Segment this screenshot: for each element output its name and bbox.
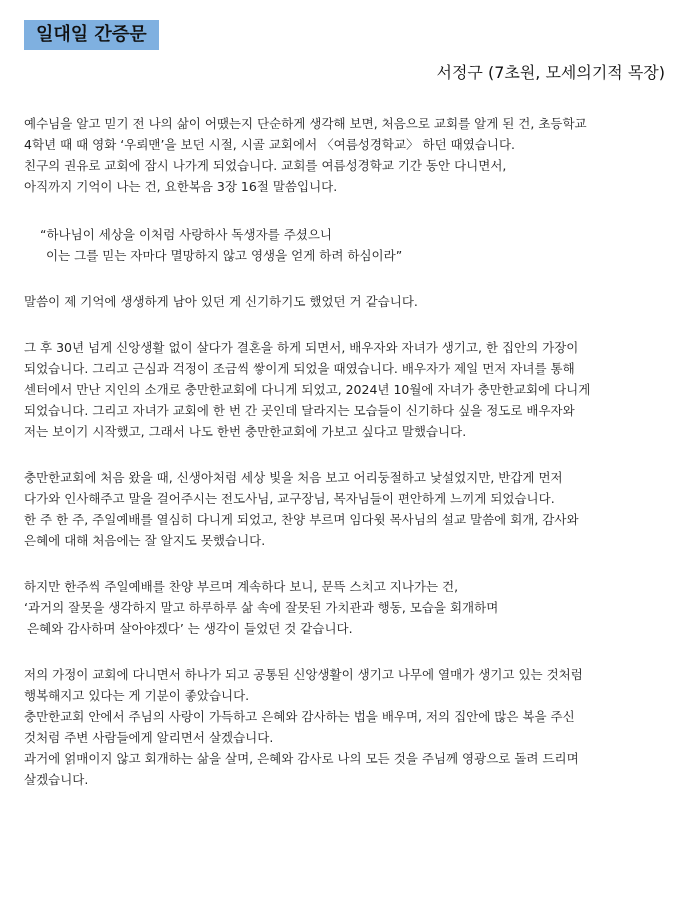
paragraph (24, 113, 669, 197)
text-line: 과거에 얽매이지 않고 회개하는 삶을 살며, 은혜와 감사로 나의 모든 것을 주님께 영광으로 돌려 드리며 (24, 751, 579, 766)
text-line: 은혜에 대해 처음에는 잘 알지도 못했습니다. (24, 533, 266, 548)
text-line: 4학년 때 때 영화 ‘우뢰맨’을 보던 시절, 시골 교회에서 〈여름성경학교〉 하던 때였습니다. (24, 137, 516, 152)
text-line: 되었습니다. 그리고 근심과 걱정이 조금씩 쌓이게 되었을 때였습니다. 배우자가 제일 먼저 자녀를 통해 (24, 361, 575, 376)
quote-line: “하나님이 세상을 이처럼 사랑하사 독생자를 주셨으니 (40, 227, 332, 242)
text-line: 센터에서 만난 지인의 소개로 충만한교회에 다니게 되었고, 2024년 10월에 자녀가 충만한교회에 다니게 (24, 382, 591, 397)
text-line: 아직까지 기억이 나는 건, 요한복음 3장 16절 말씀입니다. (24, 179, 338, 194)
text-line: 다가와 인사해주고 말을 걸어주시는 전도사님, 교구장님, 목자님들이 편안하게 느끼게 되었습니다. (24, 491, 555, 506)
text-line: 말씀이 제 기억에 생생하게 남아 있던 게 신기하기도 했었던 거 같습니다. (24, 294, 418, 309)
paragraph (24, 291, 669, 312)
paragraph (24, 337, 669, 442)
text-line: 저의 가정이 교회에 다니면서 하나가 되고 공통된 신앙생활이 생기고 나무에 열매가 생기고 있는 것처럼 (24, 667, 583, 682)
text-line: 되었습니다. 그리고 자녀가 교회에 한 번 간 곳인데 달라지는 모습들이 신기하다 싶을 정도로 배우자와 (24, 403, 575, 418)
text-line: 살겠습니다. (24, 772, 89, 787)
text-line: 하지만 한주씩 주일예배를 찬양 부르며 계속하다 보니, 문뜩 스치고 지나가는 건, (24, 579, 459, 594)
text-line: 한 주 한 주, 주일예배를 열심히 다니게 되었고, 찬양 부르며 임다윗 목사님의 설교 말씀에 회개, 감사와 (24, 512, 579, 527)
scripture-quote (24, 224, 669, 266)
paragraph (24, 467, 669, 551)
text-line: 예수님을 알고 믿기 전 나의 삶이 어땠는지 단순하게 생각해 보면, 처음으로 교회를 알게 된 건, 초등학교 (24, 116, 587, 131)
author-line: 서정구 (7초원, 모세의기적 목장) (436, 63, 665, 82)
text-line: ‘과거의 잘못을 생각하지 말고 하루하루 삶 속에 잘못된 가치관과 행동, 모습을 회개하며 (24, 600, 499, 615)
text-line: 충만한교회 안에서 주님의 사랑이 가득하고 은혜와 감사하는 법을 배우며, 저의 집안에 많은 복을 주신 (24, 709, 575, 724)
paragraph (24, 576, 669, 639)
paragraph (24, 664, 669, 790)
text-line: 것처럼 주변 사람들에게 알리면서 살겠습니다. (24, 730, 274, 745)
text-line: 저는 보이기 시작했고, 그래서 나도 한번 충만한교회에 가보고 싶다고 말했습니다. (24, 424, 467, 439)
text-line: 친구의 권유로 교회에 잠시 나가게 되었습니다. 교회를 여름성경학교 기간 동안 다니면서, (24, 158, 507, 173)
text-line: 충만한교회에 처음 왔을 때, 신생아처럼 세상 빛을 처음 보고 어리둥절하고 낯설었지만, 반갑게 먼저 (24, 470, 563, 485)
document-title: 일대일 간증문 (24, 20, 159, 50)
text-line: 행복해지고 있다는 게 기분이 좋았습니다. (24, 688, 250, 703)
quote-line: 이는 그를 믿는 자마다 멸망하지 않고 영생을 얻게 하려 하심이라” (46, 248, 403, 263)
text-line: 그 후 30년 넘게 신앙생활 없이 살다가 결혼을 하게 되면서, 배우자와 자녀가 생기고, 한 집안의 가장이 (24, 340, 579, 355)
testimony-body (24, 113, 669, 790)
text-line: 은혜와 감사하며 살아야겠다’ 는 생각이 들었던 것 같습니다. (27, 621, 353, 636)
